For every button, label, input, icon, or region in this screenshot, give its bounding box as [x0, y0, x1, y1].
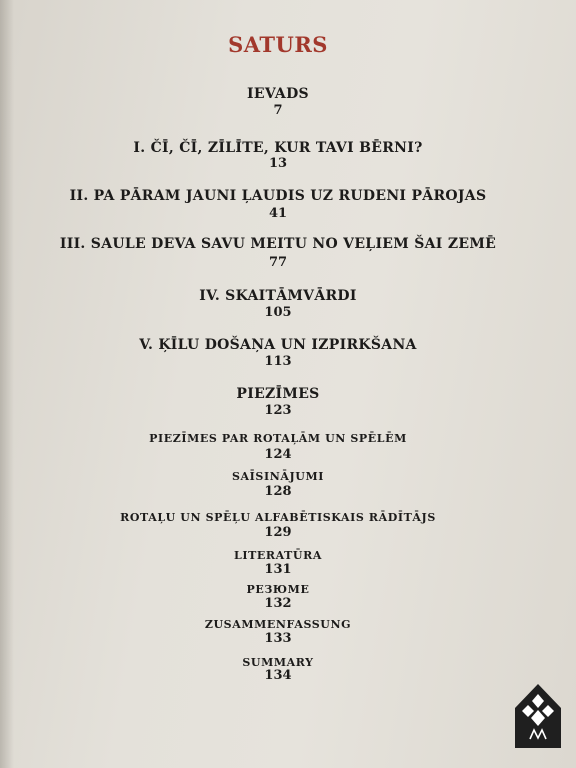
toc-entry-title: PIEZĪMES [236, 386, 320, 402]
toc-entry-title: РЕЗЮМЕ [246, 583, 310, 596]
toc-entry-page: 124 [264, 447, 292, 462]
toc-entry-title: ROTAĻU UN SPĒĻU ALFABĒTISKAIS RĀDĪTĀJS [120, 511, 436, 524]
toc-entry-page: 113 [264, 354, 292, 369]
toc-heading: SATURS [228, 32, 328, 57]
toc-entry-page: 132 [264, 596, 292, 611]
toc-entry-page: 41 [268, 206, 288, 221]
toc-entry-title: I. ČĪ, ČĪ, ZĪLĪTE, KUR TAVI BĒRNI? [133, 140, 423, 156]
toc-entry-page: 105 [264, 305, 292, 320]
toc-entry-title: II. PA PĀRAM JAUNI ĻAUDIS UZ RUDENI PĀROJAS [69, 188, 487, 204]
toc-entry-title: PIEZĪMES PAR ROTAĻĀM UN SPĒLĒM [149, 432, 407, 445]
toc-entry-title: III. SAULE DEVA SAVU MEITU NO VEĻIEM ŠAI ZEMĒ [59, 236, 497, 252]
toc-entry-title: LITERATŪRA [234, 549, 322, 562]
toc-entry-page: 134 [264, 668, 292, 683]
toc-entry-page: 131 [264, 562, 292, 577]
toc-entry-page: 129 [264, 525, 292, 540]
toc-entry-title: IEVADS [247, 86, 309, 102]
toc-entry-title: IV. SKAITĀMVĀRDI [199, 288, 357, 304]
toc-entry-page: 13 [268, 156, 288, 171]
toc-entry-page: 133 [264, 631, 292, 646]
toc-entry-title: V. ĶĪLU DOŠAŅA UN IZPIRKŠANA [139, 337, 417, 353]
toc-entry-title: SAĪSINĀJUMI [231, 470, 325, 483]
toc-entry-page: 77 [268, 255, 288, 270]
diamond-leaf-logo-icon [515, 684, 561, 748]
toc-entry-page: 128 [264, 484, 292, 499]
toc-entry-title: SUMMARY [242, 656, 314, 669]
toc-entry-title: ZUSAMMENFASSUNG [204, 618, 352, 631]
toc-entry-page: 7 [273, 103, 283, 118]
toc-entry-page: 123 [264, 403, 292, 418]
